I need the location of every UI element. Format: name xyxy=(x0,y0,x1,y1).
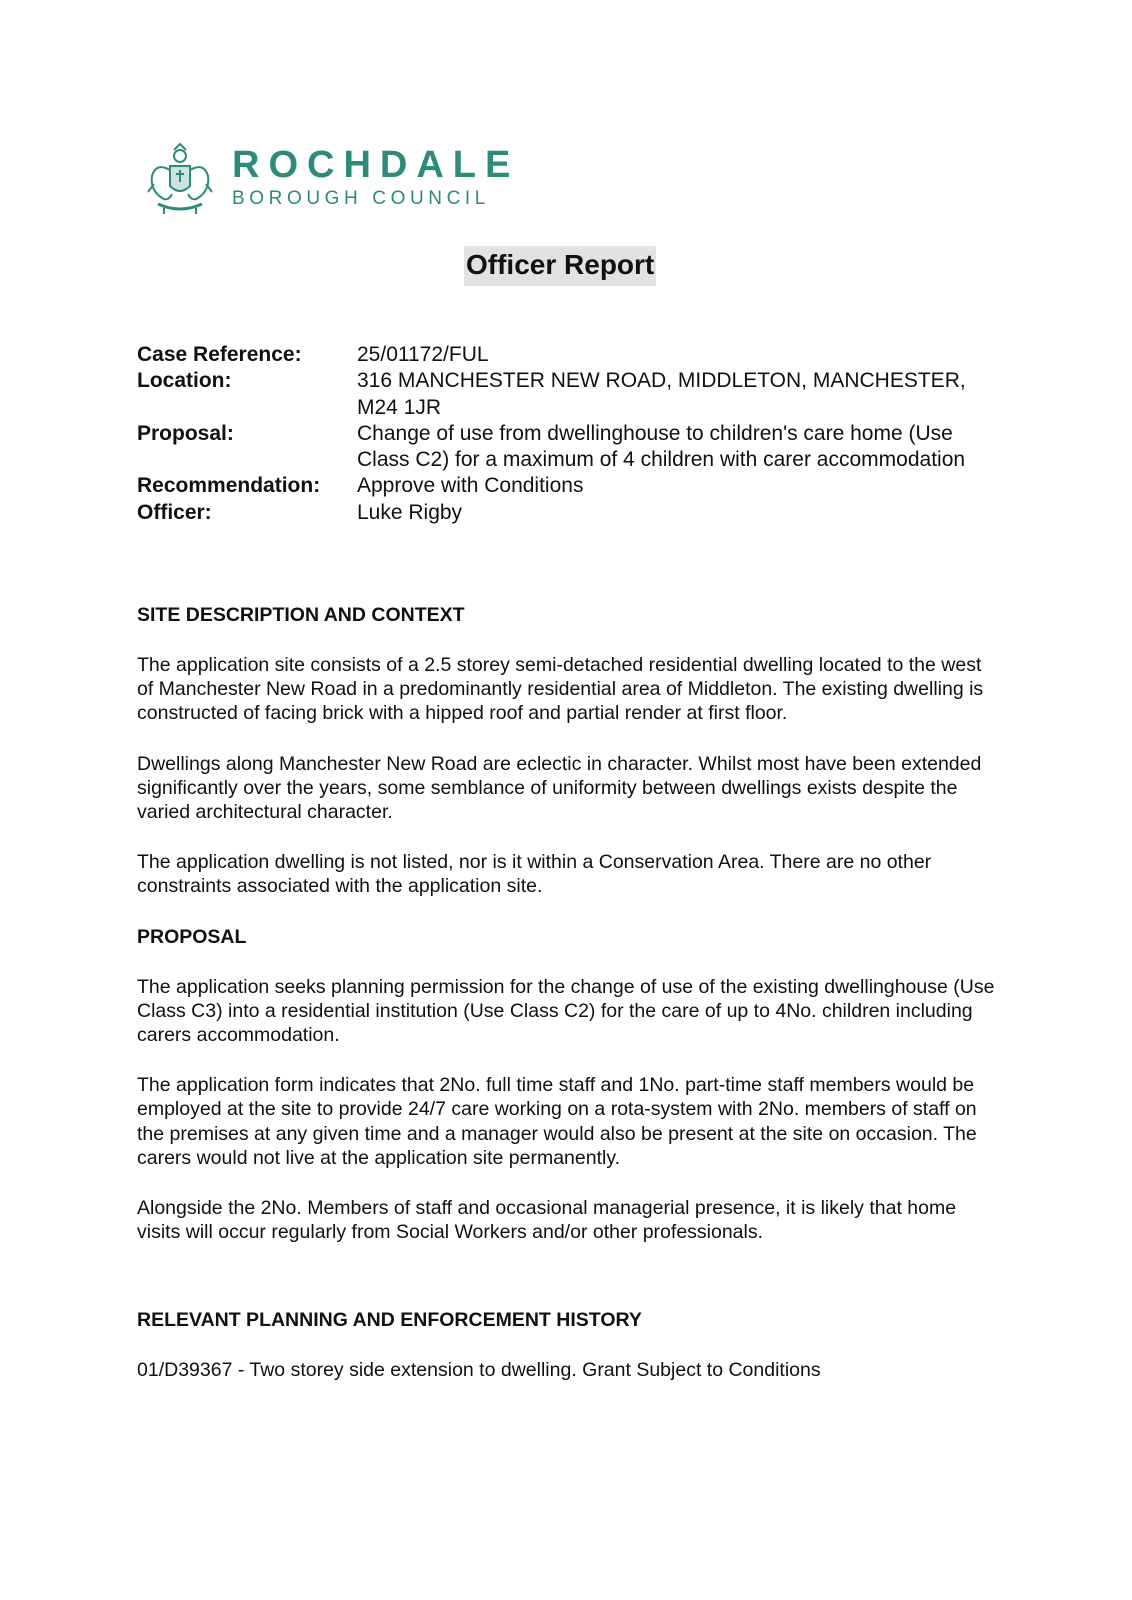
report-body xyxy=(137,603,997,1383)
case-reference-row xyxy=(137,342,997,368)
proposal-row xyxy=(137,421,997,474)
site-description-heading: SITE DESCRIPTION AND CONTEXT xyxy=(137,604,465,626)
proposal-paragraph: Alongside the 2No. Members of staff and occasional managerial presence, it is likely that home visits will occur regularly from Social Workers and/or other professionals. xyxy=(137,1197,957,1244)
logo-subtitle: BOROUGH COUNCIL xyxy=(232,188,490,209)
officer-value: Luke Rigby xyxy=(357,500,463,524)
location-label: Location: xyxy=(137,369,232,393)
site-paragraph: The application site consists of a 2.5 storey semi-detached residential dwelling located to the west of Manchester New Road in a predominantly residential area of Middleton. The existing dwelling is constructed of facing brick with a hipped roof and partial render at first floor. xyxy=(137,654,984,725)
location-value: 316 MANCHESTER NEW ROAD, MIDDLETON, MANCHESTER, M24 1JR xyxy=(357,369,966,419)
case-reference-value: 25/01172/FUL xyxy=(357,343,489,366)
council-logo xyxy=(142,140,519,216)
recommendation-row xyxy=(137,473,997,499)
site-paragraph: The application dwelling is not listed, nor is it within a Conservation Area. There are no other constraints associated with the application site. xyxy=(137,851,932,898)
proposal-value: Change of use from dwellinghouse to children's care home (Use Class C2) for a maximum of 4 children with carer accommodation xyxy=(357,421,966,472)
officer-row xyxy=(137,500,997,526)
case-details xyxy=(137,342,997,526)
officer-label: Officer: xyxy=(137,500,212,524)
proposal-heading: PROPOSAL xyxy=(137,925,247,948)
proposal-paragraph: The application seeks planning permission for the change of use of the existing dwellinghouse (Use Class C3) into a residential institution (Use Class C2) for the care of up to 4No. children including carers accommodation. xyxy=(137,975,995,1047)
history-item: 01/D39367 - Two storey side extension to dwelling. Grant Subject to Conditions xyxy=(137,1359,821,1382)
location-row xyxy=(137,368,997,421)
page-title: Officer Report xyxy=(464,246,656,286)
case-reference-label: Case Reference: xyxy=(137,343,302,366)
recommendation-label: Recommendation: xyxy=(137,474,321,498)
proposal-label: Proposal: xyxy=(137,421,234,445)
logo-wordmark: ROCHDALE xyxy=(232,144,520,186)
coat-of-arms-icon xyxy=(142,140,218,216)
history-heading: RELEVANT PLANNING AND ENFORCEMENT HISTORY xyxy=(137,1309,642,1332)
proposal-paragraph: The application form indicates that 2No. full time staff and 1No. part-time staff members would be employed at the site to provide 24/7 care working on a rota-system with 2No. members of staff on the premises at any given time and a manager would also be present at the site on occasion. The carers would not live at the application site permanently. xyxy=(137,1074,977,1169)
recommendation-value: Approve with Conditions xyxy=(357,474,584,498)
site-paragraph: Dwellings along Manchester New Road are eclectic in character. Whilst most have been extended significantly over the years, some semblance of uniformity between dwellings exists despite the varied architectural character. xyxy=(137,752,982,824)
